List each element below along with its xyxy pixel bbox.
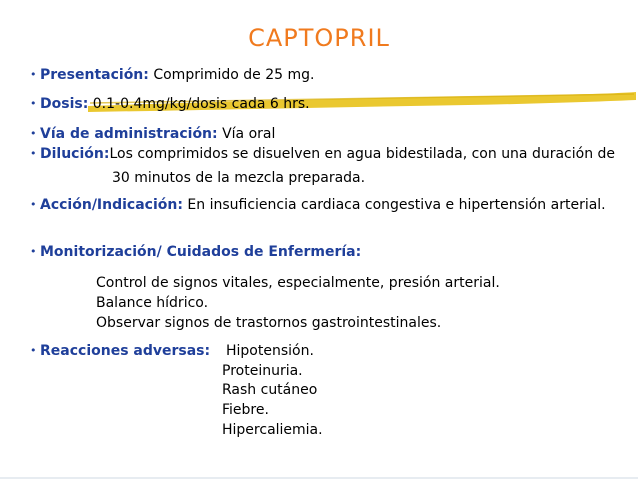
dilucion-row xyxy=(30,145,615,163)
dilucion-value-2: 30 minutos de la mezcla preparada. xyxy=(112,170,366,186)
bullet: • xyxy=(30,97,37,110)
reacciones-label: Reacciones adversas: xyxy=(40,343,211,359)
dosis-label: Dosis: xyxy=(40,96,89,112)
presentacion-label: Presentación: xyxy=(40,67,149,83)
monitorizacion-label: Monitorización/ Cuidados de Enfermería: xyxy=(40,244,362,260)
bullet: • xyxy=(30,68,37,81)
reacciones-item: Fiebre. xyxy=(222,402,269,418)
monitorizacion-item: Observar signos de trastornos gastrointestinales. xyxy=(96,315,442,331)
bullet: • xyxy=(30,198,37,211)
reacciones-row xyxy=(30,342,210,360)
presentacion-value: Comprimido de 25 mg. xyxy=(153,67,315,83)
accion-label: Acción/Indicación: xyxy=(40,197,183,213)
dilucion-label: Dilución: xyxy=(40,146,110,162)
accion-row xyxy=(30,196,606,214)
bullet: • xyxy=(30,127,37,140)
monitorizacion-item: Control de signos vitales, especialmente, presión arterial. xyxy=(96,275,500,291)
via-value: Vía oral xyxy=(222,126,276,142)
slide-title: CAPTOPRIL xyxy=(248,24,390,52)
monitorizacion-row xyxy=(30,243,361,261)
bullet: • xyxy=(30,245,37,258)
reacciones-item: Hipercaliemia. xyxy=(222,422,323,438)
via-row xyxy=(30,125,275,143)
dosis-value: 0.1-0.4mg/kg/dosis cada 6 hrs. xyxy=(92,96,310,112)
via-label: Vía de administración: xyxy=(40,126,218,142)
dilucion-value: Los comprimidos se disuelven en agua bidestilada, con una duración de xyxy=(109,146,616,162)
reacciones-item: Hipotensión. xyxy=(226,343,314,359)
presentacion-row xyxy=(30,66,314,84)
dilucion-continuation xyxy=(112,169,365,187)
reacciones-item: Rash cutáneo xyxy=(222,382,318,398)
dosis-row xyxy=(30,95,310,113)
reacciones-item: Proteinuria. xyxy=(222,363,303,379)
monitorizacion-item: Balance hídrico. xyxy=(96,295,209,311)
accion-value: En insuficiencia cardiaca congestiva e hipertensión arterial. xyxy=(187,197,606,213)
bullet: • xyxy=(30,344,37,357)
bullet: • xyxy=(30,147,37,160)
